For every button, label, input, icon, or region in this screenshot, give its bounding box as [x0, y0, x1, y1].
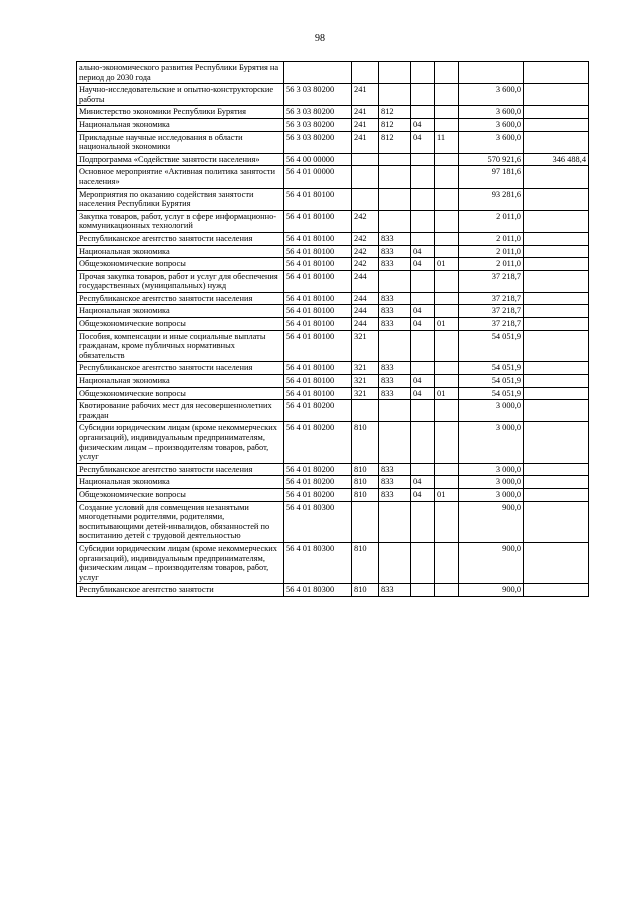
table-row — [77, 245, 589, 258]
row-rz-cell — [411, 330, 435, 362]
budget-table-body — [77, 62, 589, 597]
row-code-cell: 56 4 01 80100 — [284, 318, 352, 331]
row-sum1-cell: 900,0 — [459, 542, 524, 583]
row-name-cell: Общеэкономические вопросы — [77, 488, 284, 501]
table-row — [77, 210, 589, 232]
row-pr-cell — [435, 292, 459, 305]
table-row — [77, 305, 589, 318]
row-code-cell: 56 4 01 80100 — [284, 330, 352, 362]
row-sum2-cell — [524, 258, 589, 271]
row-code-cell: 56 4 01 80100 — [284, 188, 352, 210]
table-row — [77, 400, 589, 422]
row-sum2-cell — [524, 488, 589, 501]
row-vr-cell: 810 — [352, 476, 379, 489]
row-rz-cell: 04 — [411, 375, 435, 388]
row-code-cell: 56 4 01 80300 — [284, 501, 352, 542]
row-code-cell — [284, 62, 352, 84]
row-vr-cell: 241 — [352, 84, 379, 106]
row-name-cell: Национальная экономика — [77, 305, 284, 318]
row-sum2-cell — [524, 463, 589, 476]
row-sum1-cell: 37 218,7 — [459, 270, 524, 292]
row-code-cell: 56 4 01 80200 — [284, 422, 352, 463]
table-row — [77, 258, 589, 271]
row-grbs-cell — [379, 210, 411, 232]
row-grbs-cell: 833 — [379, 362, 411, 375]
row-pr-cell — [435, 305, 459, 318]
table-row — [77, 330, 589, 362]
row-code-cell: 56 4 01 00000 — [284, 166, 352, 188]
row-rz-cell: 04 — [411, 318, 435, 331]
row-grbs-cell — [379, 270, 411, 292]
row-vr-cell: 241 — [352, 106, 379, 119]
row-rz-cell — [411, 62, 435, 84]
row-pr-cell — [435, 232, 459, 245]
row-sum2-cell — [524, 62, 589, 84]
row-name-cell: Республиканское агентство занятости населения — [77, 292, 284, 305]
row-code-cell: 56 4 01 80100 — [284, 305, 352, 318]
row-sum2-cell — [524, 375, 589, 388]
row-sum2-cell — [524, 232, 589, 245]
row-name-cell: Республиканское агентство занятости населения — [77, 232, 284, 245]
table-row — [77, 362, 589, 375]
row-code-cell: 56 4 01 80100 — [284, 245, 352, 258]
row-sum1-cell: 54 051,9 — [459, 375, 524, 388]
row-pr-cell — [435, 188, 459, 210]
row-vr-cell — [352, 153, 379, 166]
row-grbs-cell: 833 — [379, 488, 411, 501]
row-sum2-cell — [524, 84, 589, 106]
row-vr-cell: 244 — [352, 292, 379, 305]
row-grbs-cell — [379, 501, 411, 542]
row-sum1-cell: 97 181,6 — [459, 166, 524, 188]
row-grbs-cell: 833 — [379, 318, 411, 331]
row-code-cell: 56 3 03 80200 — [284, 118, 352, 131]
row-sum1-cell: 2 011,0 — [459, 210, 524, 232]
row-code-cell: 56 4 01 80300 — [284, 584, 352, 597]
row-name-cell: Общеэкономические вопросы — [77, 258, 284, 271]
table-row — [77, 62, 589, 84]
row-name-cell: Квотирование рабочих мест для несовершеннолетних граждан — [77, 400, 284, 422]
row-sum2-cell — [524, 118, 589, 131]
row-rz-cell: 04 — [411, 131, 435, 153]
row-vr-cell — [352, 62, 379, 84]
row-pr-cell: 01 — [435, 258, 459, 271]
row-sum1-cell: 37 218,7 — [459, 305, 524, 318]
row-sum2-cell — [524, 166, 589, 188]
row-grbs-cell: 833 — [379, 305, 411, 318]
row-rz-cell: 04 — [411, 258, 435, 271]
row-name-cell: Пособия, компенсации и иные социальные выплаты гражданам, кроме публичных нормативных обязательств — [77, 330, 284, 362]
row-rz-cell — [411, 362, 435, 375]
row-sum1-cell: 2 011,0 — [459, 245, 524, 258]
row-sum1-cell — [459, 62, 524, 84]
row-sum1-cell: 3 600,0 — [459, 84, 524, 106]
row-grbs-cell — [379, 62, 411, 84]
row-rz-cell — [411, 463, 435, 476]
row-grbs-cell: 833 — [379, 245, 411, 258]
row-rz-cell — [411, 400, 435, 422]
row-pr-cell — [435, 375, 459, 388]
table-row — [77, 488, 589, 501]
row-sum2-cell — [524, 106, 589, 119]
row-rz-cell — [411, 501, 435, 542]
row-rz-cell — [411, 422, 435, 463]
row-vr-cell: 321 — [352, 387, 379, 400]
row-vr-cell: 241 — [352, 131, 379, 153]
row-grbs-cell: 833 — [379, 292, 411, 305]
row-sum1-cell: 2 011,0 — [459, 232, 524, 245]
row-rz-cell: 04 — [411, 305, 435, 318]
row-code-cell: 56 4 01 80100 — [284, 258, 352, 271]
table-row — [77, 292, 589, 305]
row-vr-cell: 244 — [352, 305, 379, 318]
row-name-cell: Научно-исследовательские и опытно-конструкторские работы — [77, 84, 284, 106]
row-code-cell: 56 4 01 80100 — [284, 270, 352, 292]
row-sum1-cell: 93 281,6 — [459, 188, 524, 210]
row-grbs-cell: 833 — [379, 375, 411, 388]
row-sum1-cell: 570 921,6 — [459, 153, 524, 166]
row-rz-cell — [411, 210, 435, 232]
row-grbs-cell — [379, 153, 411, 166]
row-vr-cell: 810 — [352, 542, 379, 583]
row-vr-cell: 810 — [352, 463, 379, 476]
row-pr-cell — [435, 210, 459, 232]
table-row — [77, 387, 589, 400]
row-sum1-cell: 54 051,9 — [459, 330, 524, 362]
row-pr-cell — [435, 118, 459, 131]
row-name-cell: Министерство экономики Республики Бурятия — [77, 106, 284, 119]
row-code-cell: 56 4 01 80100 — [284, 387, 352, 400]
table-row — [77, 118, 589, 131]
row-name-cell: Закупка товаров, работ, услуг в сфере информационно-коммуникационных технологий — [77, 210, 284, 232]
row-rz-cell: 04 — [411, 245, 435, 258]
row-sum1-cell: 3 000,0 — [459, 400, 524, 422]
row-sum1-cell: 3 000,0 — [459, 488, 524, 501]
row-pr-cell: 01 — [435, 318, 459, 331]
row-vr-cell: 810 — [352, 488, 379, 501]
row-code-cell: 56 4 01 80100 — [284, 292, 352, 305]
row-name-cell: Республиканское агентство занятости населения — [77, 362, 284, 375]
row-sum2-cell — [524, 131, 589, 153]
table-row — [77, 270, 589, 292]
row-name-cell: Прикладные научные исследования в области национальной экономики — [77, 131, 284, 153]
row-rz-cell — [411, 166, 435, 188]
row-vr-cell: 244 — [352, 270, 379, 292]
row-sum1-cell: 2 011,0 — [459, 258, 524, 271]
row-sum2-cell — [524, 584, 589, 597]
row-vr-cell: 242 — [352, 245, 379, 258]
table-row — [77, 232, 589, 245]
row-name-cell: Общеэкономические вопросы — [77, 318, 284, 331]
row-name-cell: Мероприятия по оказанию содействия занятости населения Республики Бурятия — [77, 188, 284, 210]
row-pr-cell — [435, 84, 459, 106]
row-sum2-cell — [524, 330, 589, 362]
row-vr-cell: 242 — [352, 210, 379, 232]
row-sum1-cell: 3 600,0 — [459, 131, 524, 153]
budget-table — [76, 61, 589, 597]
row-vr-cell: 241 — [352, 118, 379, 131]
row-code-cell: 56 4 01 80200 — [284, 463, 352, 476]
row-vr-cell — [352, 501, 379, 542]
row-rz-cell: 04 — [411, 476, 435, 489]
row-sum1-cell: 3 600,0 — [459, 118, 524, 131]
row-grbs-cell: 812 — [379, 131, 411, 153]
row-rz-cell — [411, 292, 435, 305]
row-pr-cell — [435, 106, 459, 119]
row-name-cell: ально-экономического развития Республики Бурятия на период до 2030 года — [77, 62, 284, 84]
row-sum1-cell: 54 051,9 — [459, 362, 524, 375]
row-pr-cell — [435, 476, 459, 489]
row-sum2-cell — [524, 318, 589, 331]
row-vr-cell: 810 — [352, 584, 379, 597]
row-sum1-cell: 37 218,7 — [459, 292, 524, 305]
row-vr-cell: 242 — [352, 232, 379, 245]
row-rz-cell — [411, 106, 435, 119]
row-pr-cell — [435, 501, 459, 542]
row-code-cell: 56 4 01 80300 — [284, 542, 352, 583]
row-sum1-cell: 54 051,9 — [459, 387, 524, 400]
row-pr-cell — [435, 245, 459, 258]
row-code-cell: 56 3 03 80200 — [284, 106, 352, 119]
row-rz-cell — [411, 188, 435, 210]
row-name-cell: Подпрограмма «Содействие занятости населения» — [77, 153, 284, 166]
row-vr-cell: 242 — [352, 258, 379, 271]
row-name-cell: Прочая закупка товаров, работ и услуг для обеспечения государственных (муниципальных) нужд — [77, 270, 284, 292]
row-name-cell: Национальная экономика — [77, 118, 284, 131]
row-sum2-cell — [524, 422, 589, 463]
row-vr-cell — [352, 166, 379, 188]
row-rz-cell — [411, 84, 435, 106]
row-rz-cell — [411, 232, 435, 245]
row-grbs-cell: 812 — [379, 106, 411, 119]
row-grbs-cell — [379, 166, 411, 188]
row-code-cell: 56 3 03 80200 — [284, 131, 352, 153]
table-row — [77, 188, 589, 210]
row-sum1-cell: 900,0 — [459, 501, 524, 542]
row-pr-cell: 01 — [435, 488, 459, 501]
table-row — [77, 166, 589, 188]
row-pr-cell: 01 — [435, 387, 459, 400]
row-grbs-cell — [379, 330, 411, 362]
table-row — [77, 84, 589, 106]
row-vr-cell: 321 — [352, 362, 379, 375]
row-grbs-cell: 812 — [379, 118, 411, 131]
row-code-cell: 56 4 01 80200 — [284, 400, 352, 422]
row-vr-cell: 321 — [352, 330, 379, 362]
row-sum2-cell — [524, 305, 589, 318]
row-sum1-cell: 3 000,0 — [459, 422, 524, 463]
row-grbs-cell: 833 — [379, 232, 411, 245]
row-sum2-cell — [524, 188, 589, 210]
row-name-cell: Национальная экономика — [77, 245, 284, 258]
row-rz-cell — [411, 153, 435, 166]
row-grbs-cell: 833 — [379, 476, 411, 489]
row-rz-cell — [411, 542, 435, 583]
row-grbs-cell — [379, 542, 411, 583]
row-sum1-cell: 900,0 — [459, 584, 524, 597]
row-grbs-cell: 833 — [379, 463, 411, 476]
row-vr-cell — [352, 400, 379, 422]
row-sum2-cell — [524, 476, 589, 489]
row-sum2-cell — [524, 245, 589, 258]
row-sum2-cell — [524, 400, 589, 422]
row-name-cell: Национальная экономика — [77, 375, 284, 388]
row-code-cell: 56 4 01 80200 — [284, 488, 352, 501]
row-sum2-cell — [524, 292, 589, 305]
row-sum2-cell — [524, 387, 589, 400]
table-row — [77, 153, 589, 166]
row-code-cell: 56 4 01 80100 — [284, 232, 352, 245]
row-code-cell: 56 4 01 80100 — [284, 362, 352, 375]
row-vr-cell: 244 — [352, 318, 379, 331]
row-rz-cell — [411, 270, 435, 292]
row-rz-cell — [411, 584, 435, 597]
row-sum1-cell: 37 218,7 — [459, 318, 524, 331]
row-grbs-cell — [379, 84, 411, 106]
row-pr-cell — [435, 463, 459, 476]
row-rz-cell: 04 — [411, 387, 435, 400]
table-row — [77, 106, 589, 119]
row-grbs-cell — [379, 400, 411, 422]
row-grbs-cell — [379, 422, 411, 463]
row-vr-cell — [352, 188, 379, 210]
row-name-cell: Республиканское агентство занятости населения — [77, 463, 284, 476]
row-grbs-cell: 833 — [379, 258, 411, 271]
row-sum2-cell — [524, 501, 589, 542]
row-pr-cell — [435, 542, 459, 583]
row-code-cell: 56 4 01 80100 — [284, 210, 352, 232]
row-pr-cell — [435, 330, 459, 362]
table-row — [77, 131, 589, 153]
row-pr-cell — [435, 584, 459, 597]
row-grbs-cell — [379, 188, 411, 210]
table-row — [77, 422, 589, 463]
row-sum2-cell: 346 488,4 — [524, 153, 589, 166]
table-row — [77, 463, 589, 476]
row-pr-cell: 11 — [435, 131, 459, 153]
row-sum1-cell: 3 000,0 — [459, 463, 524, 476]
row-sum1-cell: 3 000,0 — [459, 476, 524, 489]
table-row — [77, 542, 589, 583]
row-name-cell: Создание условий для совмещения незанятыми многодетными родителями, родителями, воспитывающими детей-инвалидов, обязанностей по воспитанию детей с трудовой деятельностью — [77, 501, 284, 542]
row-pr-cell — [435, 422, 459, 463]
row-pr-cell — [435, 362, 459, 375]
table-row — [77, 318, 589, 331]
row-grbs-cell: 833 — [379, 387, 411, 400]
row-sum2-cell — [524, 542, 589, 583]
row-pr-cell — [435, 153, 459, 166]
table-row — [77, 375, 589, 388]
row-sum2-cell — [524, 270, 589, 292]
row-pr-cell — [435, 62, 459, 84]
table-row — [77, 584, 589, 597]
row-rz-cell: 04 — [411, 488, 435, 501]
row-name-cell: Субсидии юридическим лицам (кроме некоммерческих организаций), индивидуальным предпринимателям, физическим лицам – производителям товаров, работ, услуг — [77, 422, 284, 463]
row-sum2-cell — [524, 210, 589, 232]
row-sum1-cell: 3 600,0 — [459, 106, 524, 119]
row-pr-cell — [435, 400, 459, 422]
row-name-cell: Общеэкономические вопросы — [77, 387, 284, 400]
row-pr-cell — [435, 166, 459, 188]
row-rz-cell: 04 — [411, 118, 435, 131]
row-name-cell: Республиканское агентство занятости — [77, 584, 284, 597]
row-code-cell: 56 4 01 80100 — [284, 375, 352, 388]
table-row — [77, 476, 589, 489]
row-name-cell: Субсидии юридическим лицам (кроме некоммерческих организаций), индивидуальным предпринимателям, физическим лицам – производителям товаров, работ, услуг — [77, 542, 284, 583]
row-vr-cell: 810 — [352, 422, 379, 463]
row-sum2-cell — [524, 362, 589, 375]
page-number: 98 — [315, 33, 325, 44]
row-pr-cell — [435, 270, 459, 292]
row-code-cell: 56 4 00 00000 — [284, 153, 352, 166]
row-grbs-cell: 833 — [379, 584, 411, 597]
row-name-cell: Основное мероприятие «Активная политика занятости населения» — [77, 166, 284, 188]
row-code-cell: 56 4 01 80200 — [284, 476, 352, 489]
row-vr-cell: 321 — [352, 375, 379, 388]
row-name-cell: Национальная экономика — [77, 476, 284, 489]
row-code-cell: 56 3 03 80200 — [284, 84, 352, 106]
table-row — [77, 501, 589, 542]
